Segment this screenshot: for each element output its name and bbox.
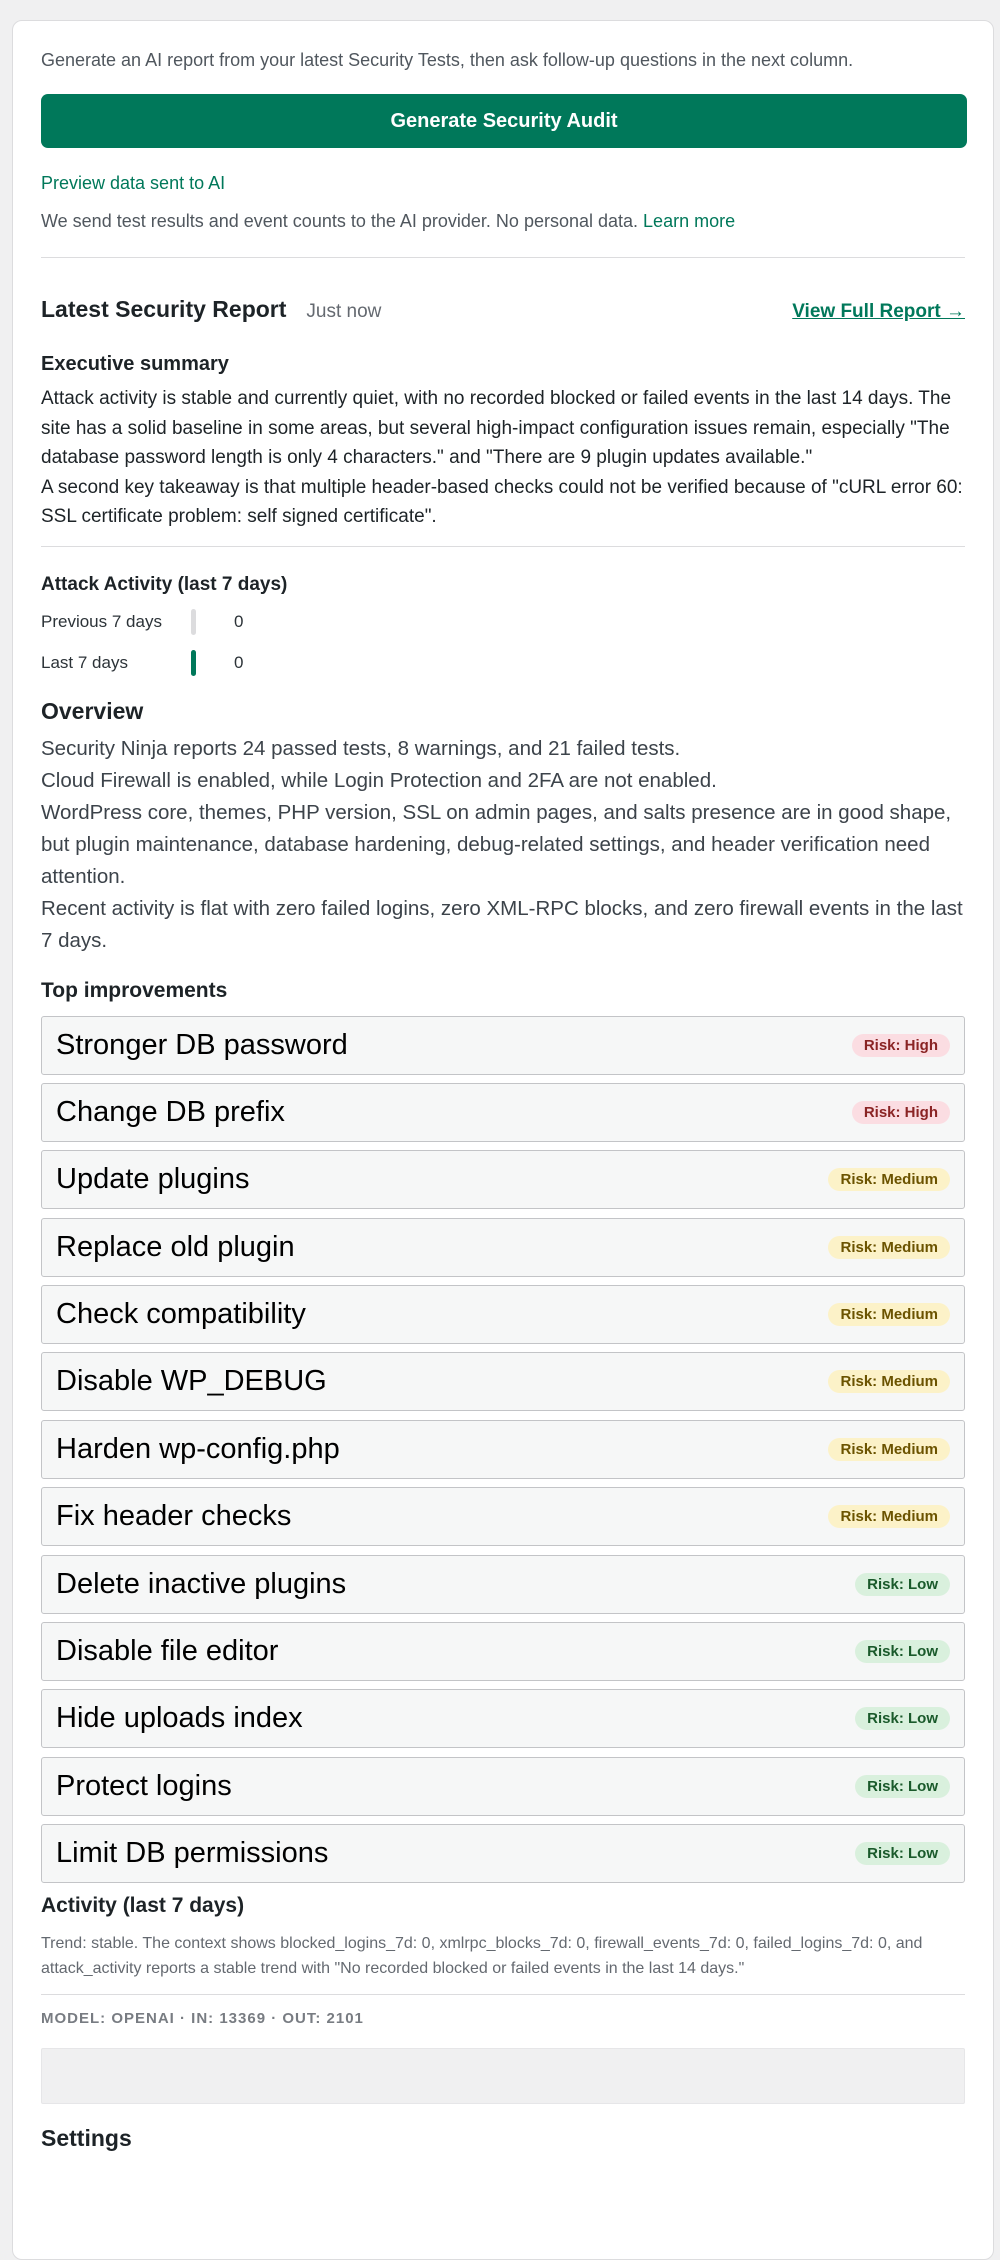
improvement-item[interactable] xyxy=(41,1420,965,1479)
overview-text xyxy=(41,733,965,957)
activity-heading: Activity (last 7 days) xyxy=(41,1894,245,1918)
risk-badge: Risk: Low xyxy=(855,1707,950,1730)
improvement-item[interactable] xyxy=(41,1150,965,1209)
improvement-item[interactable] xyxy=(41,1083,965,1142)
learn-more-link[interactable]: Learn more xyxy=(643,211,736,231)
overview-line: Cloud Firewall is enabled, while Login Protection and 2FA are not enabled. xyxy=(41,768,717,792)
improvements-list xyxy=(41,1016,965,1884)
risk-badge: Risk: Low xyxy=(855,1842,950,1865)
risk-badge: Risk: Medium xyxy=(828,1303,950,1326)
settings-heading: Settings xyxy=(41,2125,132,2152)
top-improvements-heading: Top improvements xyxy=(41,978,228,1002)
attack-row-value: 0 xyxy=(234,612,244,631)
attack-activity-bars xyxy=(41,602,965,684)
risk-badge: Risk: Medium xyxy=(828,1168,950,1191)
executive-summary-paragraph: Attack activity is stable and currently quiet, with no recorded blocked or failed events in the last 14 days. The site has a solid baseline in some areas, but several high-impact configuration issues remain, especially "The database password length is only 4 characters." and "There are 9 plugin updates available." xyxy=(41,388,952,468)
attack-row-previous xyxy=(41,602,965,643)
overview-line: WordPress core, themes, PHP version, SSL on admin pages, and salts presence are in good shape, but plugin maintenance, database hardening, debug-related settings, and header verification need attention. xyxy=(41,800,952,888)
risk-badge: Risk: High xyxy=(852,1101,950,1124)
overview-line: Security Ninja reports 24 passed tests, 8 warnings, and 21 failed tests. xyxy=(41,736,681,760)
intro-text: Generate an AI report from your latest Security Tests, then ask follow-up questions in the next column. xyxy=(41,50,854,70)
improvement-item[interactable] xyxy=(41,1689,965,1748)
improvement-title: Disable WP_DEBUG xyxy=(56,1365,327,1398)
improvement-title: Update plugins xyxy=(56,1163,250,1196)
improvement-item[interactable] xyxy=(41,1218,965,1277)
attack-activity-heading: Attack Activity (last 7 days) xyxy=(41,573,288,595)
executive-summary-heading: Executive summary xyxy=(41,353,229,375)
improvement-item[interactable] xyxy=(41,1016,965,1075)
improvement-title: Change DB prefix xyxy=(56,1095,285,1128)
attack-bar xyxy=(191,650,196,676)
improvement-title: Stronger DB password xyxy=(56,1028,348,1061)
privacy-note xyxy=(41,209,965,233)
attack-row-label: Last 7 days xyxy=(41,653,128,672)
ai-report-panel xyxy=(12,20,994,2260)
improvement-item[interactable] xyxy=(41,1555,965,1614)
improvement-title: Hide uploads index xyxy=(56,1702,303,1735)
risk-badge: Risk: Medium xyxy=(828,1438,950,1461)
executive-summary-paragraph: A second key takeaway is that multiple header-based checks could not be verified because of "cURL error 60: SSL certificate problem: self signed certificate". xyxy=(41,476,963,527)
report-header xyxy=(41,296,965,323)
divider xyxy=(41,546,965,547)
divider xyxy=(41,257,965,258)
risk-badge: Risk: Low xyxy=(855,1640,950,1663)
attack-row-last xyxy=(41,643,965,684)
overview-heading: Overview xyxy=(41,697,144,724)
model-usage-line: MODEL: OPENAI · IN: 13369 · OUT: 2101 xyxy=(41,2010,364,2028)
improvement-title: Delete inactive plugins xyxy=(56,1567,347,1600)
divider xyxy=(41,1994,965,1995)
overview-line: Recent activity is flat with zero failed logins, zero XML-RPC blocks, and zero firewall events in the last 7 days. xyxy=(41,896,963,952)
improvement-title: Check compatibility xyxy=(56,1298,306,1331)
privacy-text: We send test results and event counts to the AI provider. No personal data. xyxy=(41,211,639,231)
improvement-item[interactable] xyxy=(41,1487,965,1546)
risk-badge: Risk: High xyxy=(852,1034,950,1057)
attack-row-value: 0 xyxy=(234,653,244,672)
improvement-title: Replace old plugin xyxy=(56,1230,295,1263)
risk-badge: Risk: Low xyxy=(855,1775,950,1798)
risk-badge: Risk: Low xyxy=(855,1573,950,1596)
risk-badge: Risk: Medium xyxy=(828,1370,950,1393)
improvement-item[interactable] xyxy=(41,1824,965,1883)
view-full-report-link[interactable]: View Full Report → xyxy=(792,301,965,322)
improvement-item[interactable] xyxy=(41,1622,965,1681)
attack-row-label: Previous 7 days xyxy=(41,612,162,631)
preview-data-link[interactable]: Preview data sent to AI xyxy=(41,173,226,193)
executive-summary-text xyxy=(41,384,965,532)
improvement-item[interactable] xyxy=(41,1285,965,1344)
improvement-title: Disable file editor xyxy=(56,1635,279,1668)
improvement-title: Protect logins xyxy=(56,1769,232,1802)
activity-text: Trend: stable. The context shows blocked_logins_7d: 0, xmlrpc_blocks_7d: 0, firewall_events_7d: 0, failed_logins_7d: 0, and attack_activity reports a stable trend with "No recorded blocked or failed events in the last 14 days." xyxy=(41,1935,923,1978)
attack-bar xyxy=(191,609,196,635)
report-timestamp: Just now xyxy=(306,301,382,322)
improvement-title: Harden wp-config.php xyxy=(56,1432,340,1465)
risk-badge: Risk: Medium xyxy=(828,1236,950,1259)
improvement-title: Fix header checks xyxy=(56,1500,292,1533)
generate-security-audit-button[interactable]: Generate Security Audit xyxy=(41,94,967,148)
improvement-item[interactable] xyxy=(41,1352,965,1411)
improvement-title: Limit DB permissions xyxy=(56,1837,329,1870)
improvement-item[interactable] xyxy=(41,1757,965,1816)
risk-badge: Risk: Medium xyxy=(828,1505,950,1528)
report-title: Latest Security Report xyxy=(41,296,287,322)
follow-up-area[interactable] xyxy=(41,2048,965,2104)
